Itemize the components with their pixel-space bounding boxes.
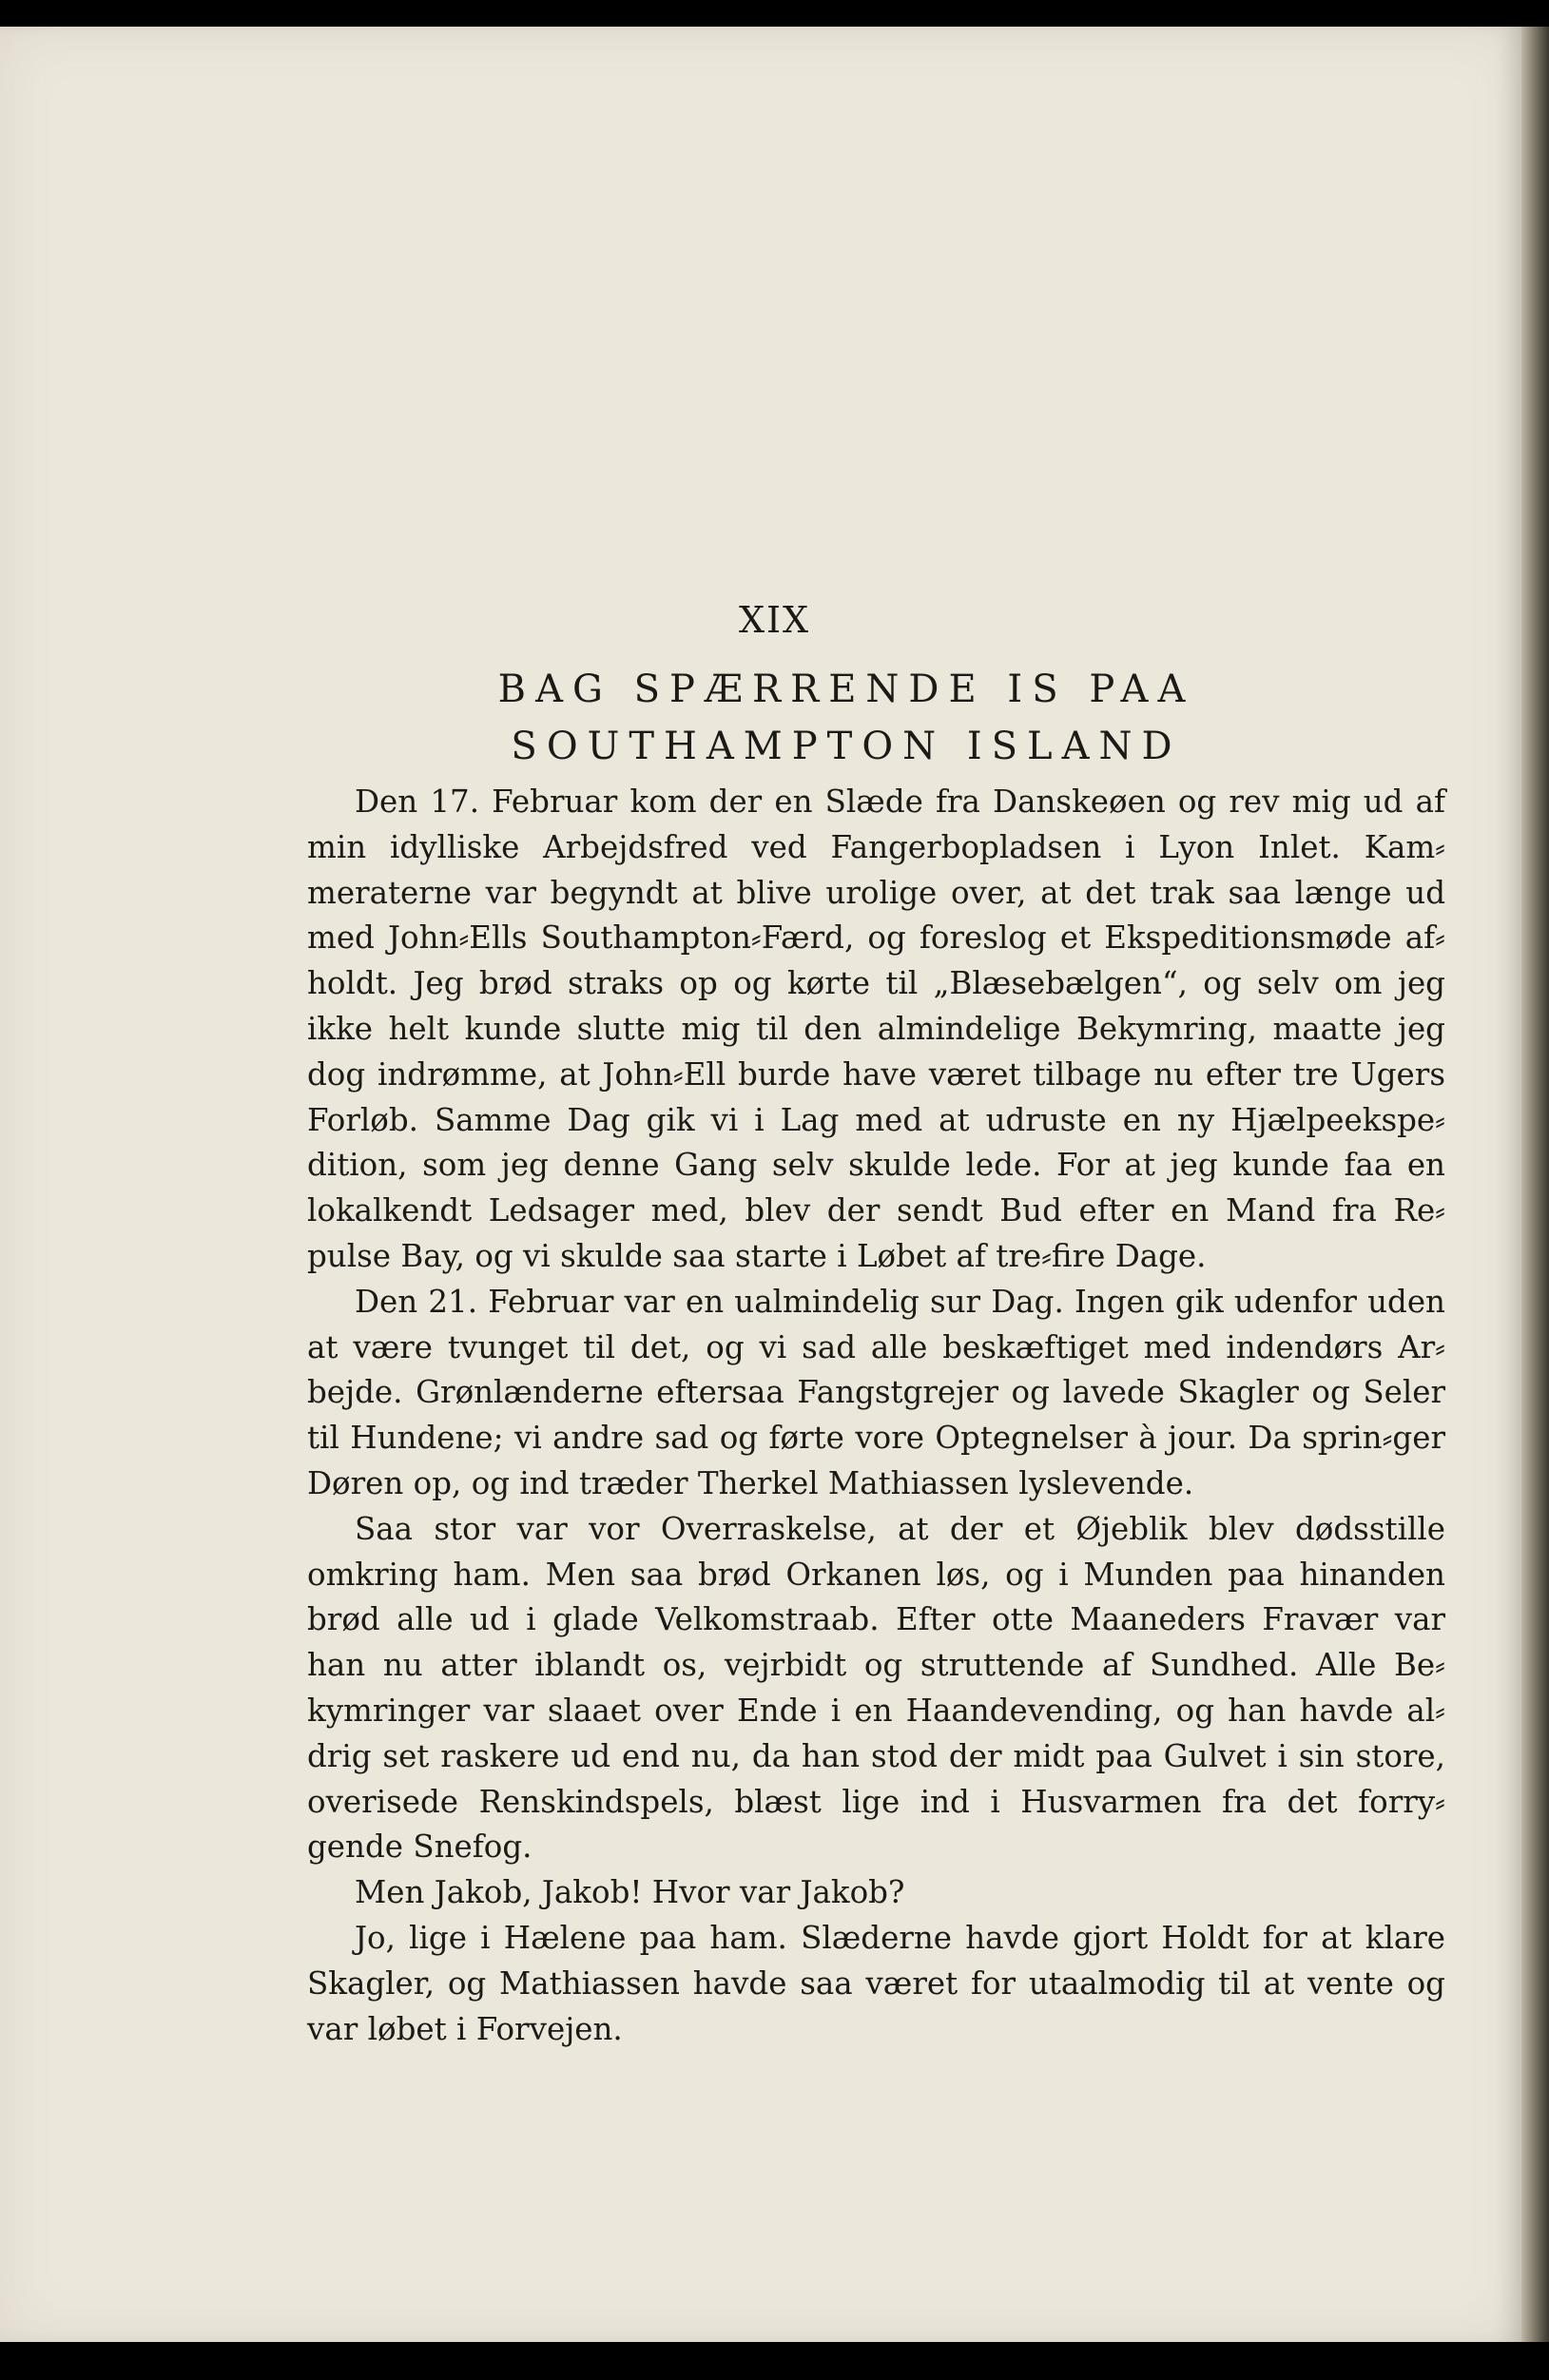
chapter-number: XIX — [738, 599, 811, 641]
paragraph: Den 17. Februar kom der en Slæde fra Danskeøen og rev mig ud af min idylliske Arbejdsfred ved Fangerbopladsen i Lyon Inlet. Kam⸗meraterne var begyndt at blive urolige over, at det trak saa længe ud med John⸗Ells Southampton⸗Færd, og foreslog et Ekspeditionsmøde af⸗holdt. Jeg brød straks op og kørte til „Blæsebælgen“, og selv om jeg ikke helt kunde slutte mig til den almindelige Bekymring, maatte jeg dog indrømme, at John⸗Ell burde have været tilbage nu efter tre Ugers Forløb. Samme Dag gik vi i Lag med at udruste en ny Hjælpeekspe⸗dition, som jeg denne Gang selv skulde lede. For at jeg kunde faa en lokalkendt Ledsager med, blev der sendt Bud efter en Mand fra Re⸗pulse Bay, og vi skulde saa starte i Løbet af tre⸗fire Dage. — [307, 784, 1445, 1274]
paragraph: Jo, lige i Hælene paa ham. Slæderne havde gjort Holdt for at klare Skagler, og Mathiassen havde saa været for utaalmodig til at vente og var løbet i Forvejen. — [307, 1919, 1445, 2047]
paragraph: Den 21. Februar var en ualmindelig sur Dag. Ingen gik udenfor uden at være tvunget til det, og vi sad alle beskæftiget med indendørs Ar⸗bejde. Grønlænderne eftersaa Fangstgrejer og lavede Skagler og Seler til Hundene; vi andre sad og førte vore Optegnelser à jour. Da sprin⸗ger Døren op, og ind træder Therkel Mathiassen lyslevende. — [307, 1283, 1445, 1501]
paragraph: Men Jakob, Jakob! Hvor var Jakob? — [355, 1874, 905, 1911]
page-edge — [1521, 27, 1549, 2342]
body-text — [307, 780, 1445, 2052]
chapter-title: BAG SPÆRRENDE IS PAA SOUTHAMPTON ISLAND — [497, 668, 1195, 768]
paragraph: Saa stor var vor Overraskelse, at der et Øjeblik blev dødsstille omkring ham. Men saa brød Orkanen løs, og i Munden paa hinanden brød alle ud i glade Velkomstraab. Efter otte Maaneders Fravær var han nu atter iblandt os, vejrbidt og struttende af Sundhed. Alle Be⸗kymringer var slaaet over Ende i en Haandevending, og han havde al⸗drig set raskere ud end nu, da han stod der midt paa Gulvet i sin store, overisede Renskindspels, blæst lige ind i Husvarmen fra det forry⸗gende Snefog. — [307, 1510, 1445, 1866]
